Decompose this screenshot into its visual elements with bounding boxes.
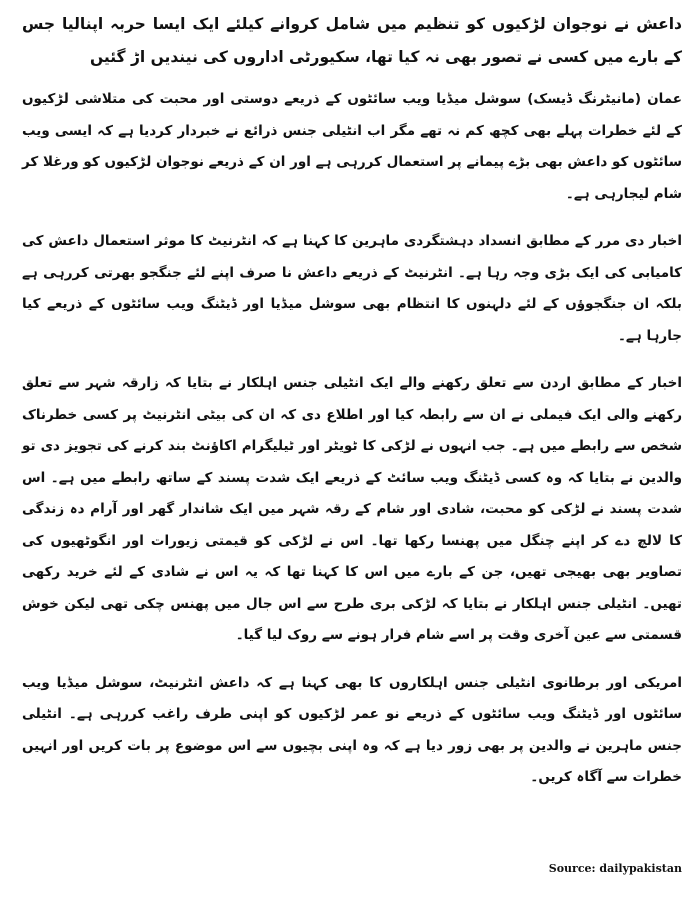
source-credit: Source: dailypakistan xyxy=(548,862,682,875)
article-headline: داعش نے نوجوان لڑکیوں کو تنظیم میں شامل کروانے کیلئے ایک ایسا حربہ اپنالیا جس کے بارے میں کسی نے تصور بھی نہ کیا تھا، سکیورٹی اداروں کی نیندیں اڑ گئیں xyxy=(22,15,682,66)
paragraph-intro: عمان (مانیٹرنگ ڈیسک) سوشل میڈیا ویب سائٹوں کے ذریعے دوستی اور محبت کی متلاشی لڑکیوں کے لئے خطرات پہلے بھی کچھ کم نہ تھے مگر اب انٹیلی جنس ذرائع نے خبردار کردیا ہے کہ ایسی ویب سائٹوں کو داعش بھی بڑے پیمانے پر استعمال کررہی ہے اور ان کے ذریعے نوجوان لڑکیوں کو ورغلا کر شام لیجارہی ہے۔ xyxy=(22,91,682,202)
paragraph-warning: امریکی اور برطانوی انٹیلی جنس اہلکاروں کا بھی کہنا ہے کہ داعش انٹرنیٹ، سوشل میڈیا ویب سائٹوں اور ڈیٹنگ ویب سائٹوں کے ذریعے نو عمر لڑکیوں کو اپنی طرف راغب کررہی ہے۔ انٹیلی جنس ماہرین نے والدین پر بھی زور دیا ہے کہ وہ اپنی بچیوں سے اس موضوع پر بات کریں اور انہیں خطرات سے آگاہ کریں۔ xyxy=(22,674,682,785)
article-body xyxy=(22,8,682,810)
paragraph-jordan-case: اخبار کے مطابق اردن سے تعلق رکھنے والے ایک انٹیلی جنس اہلکار نے بتایا کہ زارقہ شہر سے تعلق رکھنے والی ایک فیملی نے ان سے رابطہ کیا اور اطلاع دی کہ ان کی بیٹی انٹرنیٹ پر کسی خطرناک شخص سے رابطے میں ہے۔ جب انہوں نے لڑکی کا ٹویٹر اور ٹیلیگرام اکاؤنٹ بند کرنے کی تجویز دی تو والدین نے بتایا کہ وہ کسی ڈیٹنگ ویب سائٹ کے ذریعے ایک شدت پسند کے ساتھ رابطے میں ہے۔ اس شدت پسند نے لڑکی کو محبت، شادی اور شام کے رقہ شہر میں ایک شاندار گھر اور آرام دہ زندگی کا لالچ دے کر اپنے چنگل میں پھنسا رکھا تھا۔ اس نے لڑکی کو قیمتی زیورات اور انگوٹھیوں کی تصاویر بھی بھیجی تھیں، جن کے بارے میں اس کا کہنا تھا کہ یہ اس نے شادی کے لئے خرید رکھی تھیں۔ انٹیلی جنس اہلکار نے بتایا کہ لڑکی بری طرح سے اس جال میں پھنس چکی تھی لیکن خوش قسمتی سے عین آخری وقت پر اسے شام فرار ہونے سے روک لیا گیا۔ xyxy=(22,375,682,643)
paragraph-experts: اخبار دی مرر کے مطابق انسداد دہشتگردی ماہرین کا کہنا ہے کہ انٹرنیٹ کا موثر استعمال داعش کی کامیابی کی ایک بڑی وجہ رہا ہے۔ انٹرنیٹ کے ذریعے داعش نا صرف اپنے لئے جنگجو بھرتی کررہی ہے بلکہ ان جنگجوؤں کے لئے دلہنوں کا انتظام بھی سوشل میڈیا اور ڈیٹنگ ویب سائٹوں کے ذریعے کیا جارہا ہے۔ xyxy=(22,233,682,344)
